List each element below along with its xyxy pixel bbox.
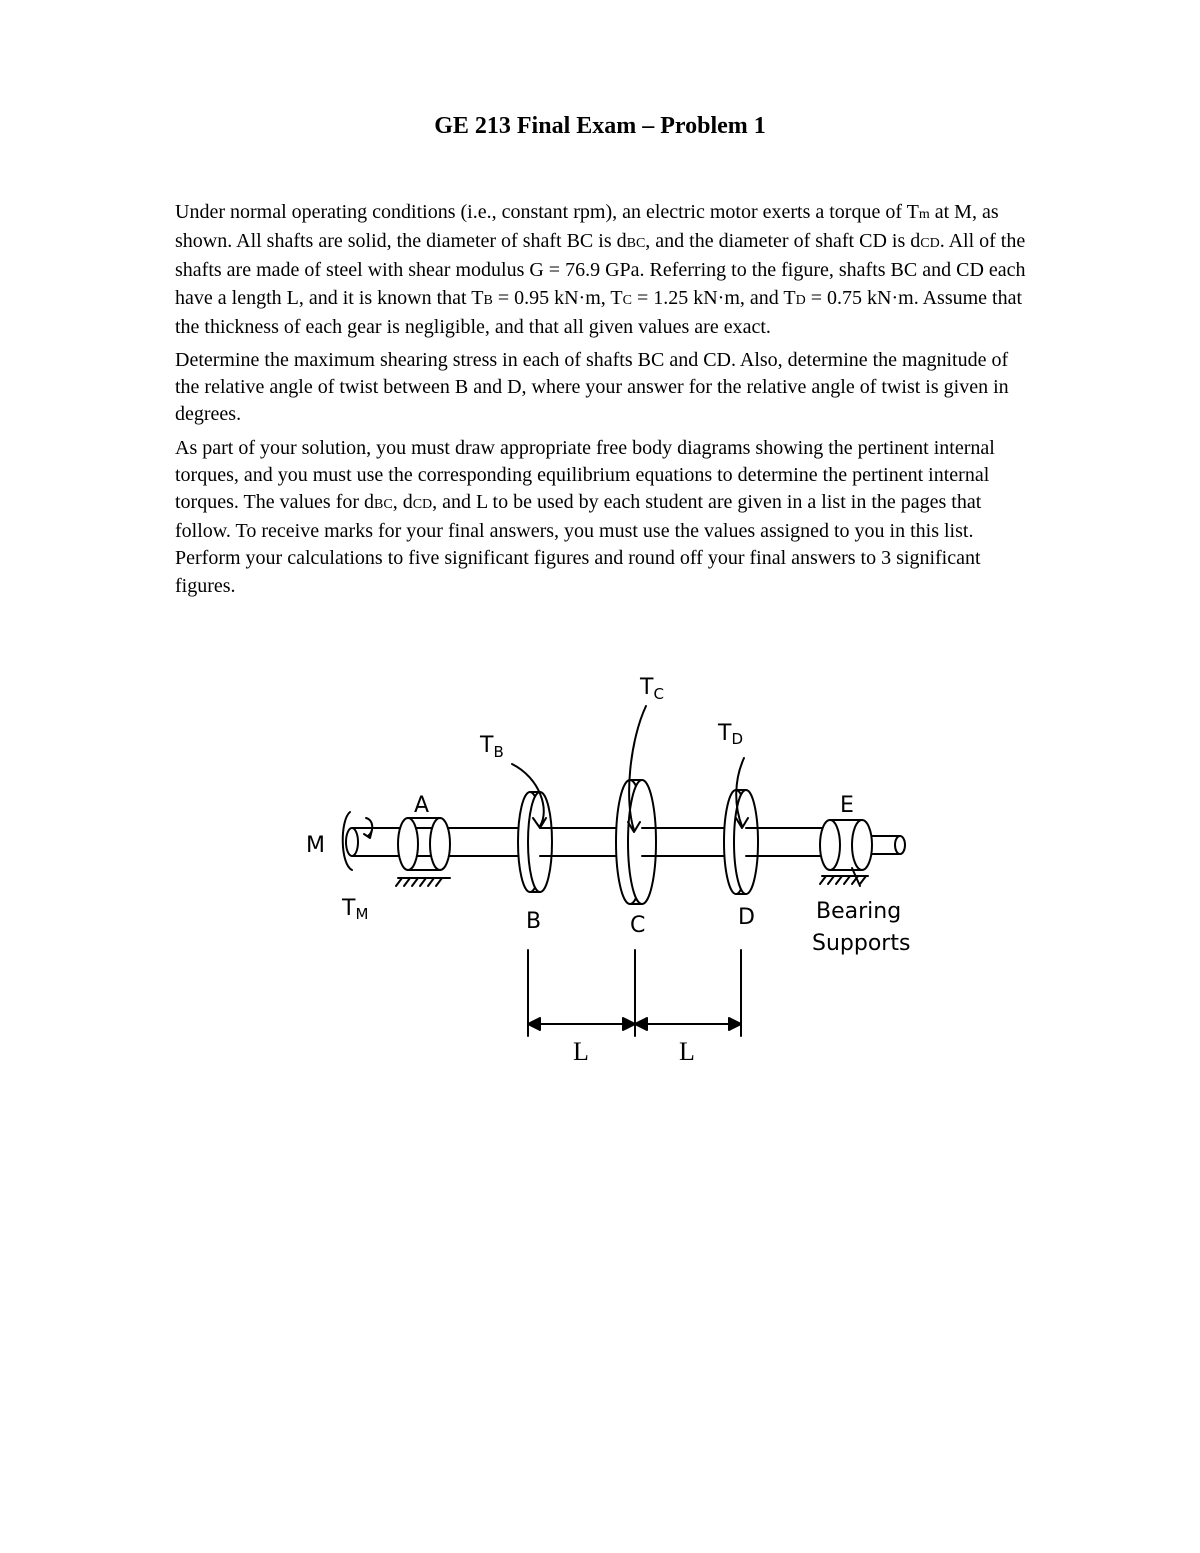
paragraph-text: = 0.75 kN·m. Assume that the thickness of each gear is negligible, and that all given values are exact. <box>175 286 1023 338</box>
shaft-end-m <box>346 828 358 856</box>
paragraph-2 <box>175 347 1030 429</box>
paragraph-text: , and L to be used by each student are given in a list in the pages that follow. To receive marks for your final answers, you must use the values assigned to you in this list. Perform your calculations to five significant figures and round off your final answers to 3 significant figures. <box>175 491 982 597</box>
gear-c <box>616 706 720 904</box>
problem-statement <box>175 199 1030 606</box>
paragraph-text: Determine the maximum shearing stress in each of shafts BC and CD. Also, determine the magnitude of the relative angle of twist between B and D, where your answer for the relative angle of twist is given in degrees. <box>175 349 1009 426</box>
gear-b <box>512 764 600 892</box>
dimension-label-l1: L <box>573 1037 589 1066</box>
label-td: TD <box>718 721 744 748</box>
subscript-text: CD <box>412 497 433 513</box>
bearing-e <box>820 820 905 886</box>
label-m: M <box>306 833 325 858</box>
subscript-text: CD <box>920 236 940 252</box>
label-tb: $T_B$ <box>480 733 504 761</box>
paragraph-text: at M, as shown. All shafts are solid, the diameter of shaft BC is d <box>175 201 999 253</box>
shaft-figure <box>0 650 1200 1080</box>
label-tm: TM <box>342 896 369 923</box>
dimension-label-l2: L <box>679 1037 695 1066</box>
paragraph-text: Under normal operating conditions (i.e., constant rpm), an electric motor exerts a torque of T <box>175 201 919 223</box>
paragraph-text: . All of the shafts are made of steel with shear modulus G = 76.9 GPa. Referring to the figure, shafts BC and CD each have a length L, and it is known that T <box>175 230 1026 309</box>
subscript-text: D <box>795 292 806 308</box>
paragraph-text: = 1.25 kN·m, and T <box>631 286 796 309</box>
gear-d <box>724 758 830 894</box>
subscript-text: m <box>918 207 930 222</box>
subscript-text: B <box>483 292 493 308</box>
paragraph-text: As part of your solution, you must draw appropriate free body diagrams showing the pertinent internal torques, and you must use the corresponding equilibrium equations to determine the pertinent internal torques. The values for d <box>175 436 995 514</box>
dimension-lines <box>528 950 741 1036</box>
subscript-text: C <box>622 292 632 308</box>
label-bearing-1: Bearing <box>816 899 902 924</box>
subscript-text: BC <box>374 497 393 513</box>
label-tc: $T_C$ <box>640 675 664 703</box>
paragraph-1 <box>175 199 1030 341</box>
label-c: C <box>630 913 646 938</box>
label-a: A <box>414 793 430 818</box>
shaft-stub-m <box>352 828 400 856</box>
label-d: D <box>738 905 755 930</box>
label-bearing-2: Supports <box>812 931 911 956</box>
paragraph-text: , d <box>392 491 413 514</box>
paragraph-text: , and the diameter of shaft CD is d <box>645 230 921 253</box>
label-e: E <box>840 793 854 818</box>
label-b: B <box>526 909 542 934</box>
subscript-text: BC <box>626 236 646 252</box>
page-title: GE 213 Final Exam – Problem 1 <box>434 113 766 139</box>
paragraph-text: = 0.95 kN·m, T <box>492 286 623 309</box>
paragraph-3 <box>175 435 1030 600</box>
